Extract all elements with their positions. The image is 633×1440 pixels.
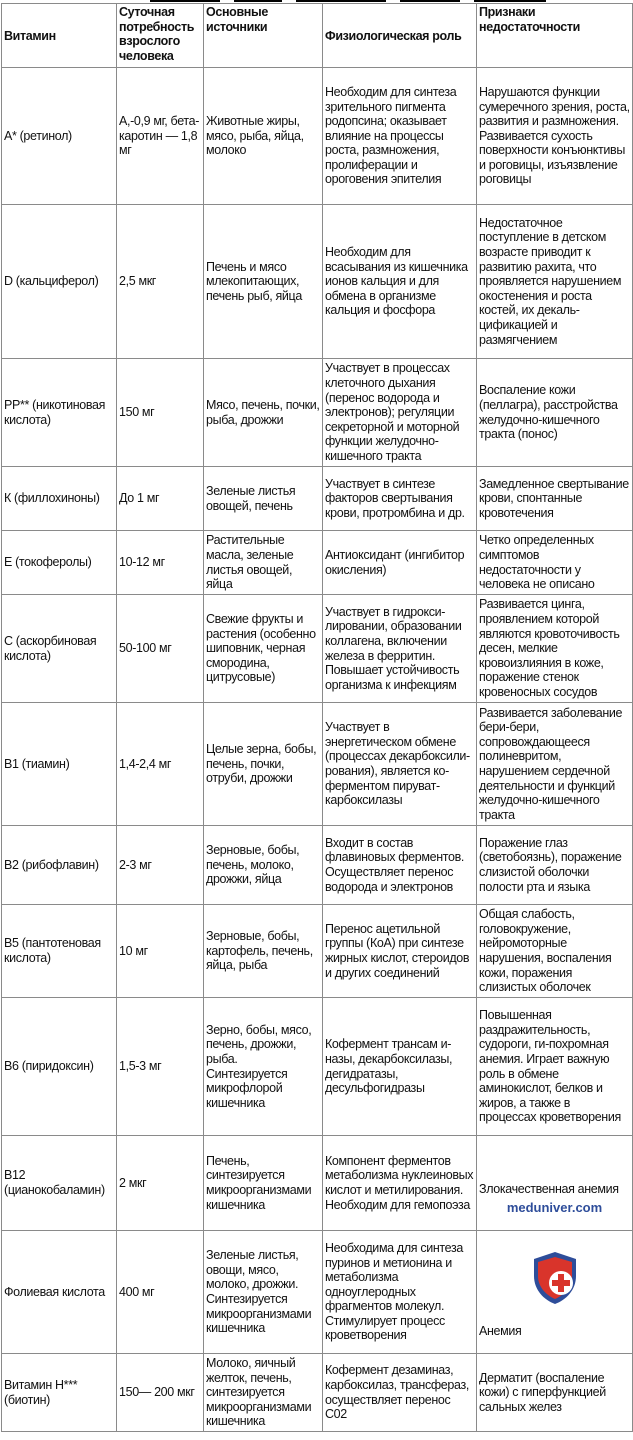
cell-deficiency-text: Злокачественная анемия — [479, 1182, 619, 1197]
cell-vitamin: К (филлохиноны) — [2, 467, 117, 531]
cell-vitamin: В6 (пиридоксин) — [2, 998, 117, 1136]
table-row — [2, 703, 633, 826]
cell-role: Кофермент трансам и-назы, декарбоксилазы, дегидратазы, десульфогидразы — [323, 998, 477, 1136]
cell-deficiency: Повышенная раздражительность, судороги, ги-похромная анемия. Играет важную роль в обмене аминокислот, белков и жиров, а также в процессах кроветворения — [477, 998, 633, 1136]
table-row — [2, 826, 633, 905]
cell-daily: 50-100 мг — [117, 595, 204, 703]
watermark-text: meduniver.com — [506, 1200, 603, 1215]
cell-role: Участвует в синтезе факторов свертывания крови, протромбина и др. — [323, 467, 477, 531]
cell-sources: Зерно, бобы, мясо, печень, дрожжи, рыба. Синтезируется микрофлорой кишечника — [204, 998, 323, 1136]
cell-vitamin: В2 (рибофлавин) — [2, 826, 117, 905]
cell-deficiency: Развивается цинга, проявлением которой являются кровоточивость десен, мелкие кровоизлияния в коже, поражение стенок кровеносных сосудов — [477, 595, 633, 703]
cell-sources: Растительные масла, зеленые листья овощей, яйца — [204, 531, 323, 595]
cell-daily: 10-12 мг — [117, 531, 204, 595]
table-row — [2, 1354, 633, 1432]
cell-sources: Целые зерна, бобы, печень, почки, отруби, дрожжи — [204, 703, 323, 826]
cell-role: Участвует в энергетическом обмене (процессах декарбоксили-рования), является ко-ферментом пируват-карбоксилазы — [323, 703, 477, 826]
cell-vitamin: РР** (никотиновая кислота) — [2, 359, 117, 467]
cell-sources: Печень и мясо млекопитающих, печень рыб, яйца — [204, 205, 323, 359]
cell-sources: Свежие фрукты и растения (особенно шиповник, черная смородина, цитрусовые) — [204, 595, 323, 703]
header-deficiency-signs: Признаки недостаточности — [477, 4, 633, 68]
cell-sources: Животные жиры, мясо, рыба, яйца, молоко — [204, 68, 323, 205]
cell-daily: 1,4-2,4 мг — [117, 703, 204, 826]
cell-deficiency: Нарушаются функции сумеречного зрения, роста, развития и размножения. Развивается сухость поверхности конъюнктивы и роговицы, изъязвление роговицы — [477, 68, 633, 205]
cell-role: Антиоксидант (ингибитор окисления) — [323, 531, 477, 595]
cell-role: Необходим для всасывания из кишечника ионов кальция и для обмена в организме кальция и фосфора — [323, 205, 477, 359]
table-row — [2, 595, 633, 703]
cell-role: Компонент ферментов метаболизма нуклеиновых кислот и метилирования. Необходим для гемопоэза — [323, 1136, 477, 1231]
cell-vitamin: А* (ретинол) — [2, 68, 117, 205]
table-row — [2, 531, 633, 595]
cell-role: Кофермент дезаминаз, карбоксилаз, трансфераз, осуществляет перенос С02 — [323, 1354, 477, 1432]
cell-deficiency: Недостаточное поступление в детском возрасте приводит к развитию рахита, что проявляется нарушением окостенения и роста костей, их декаль-цификацией и размягчением — [477, 205, 633, 359]
cell-role: Необходим для синтеза зрительного пигмента родопсина; оказывает влияние на процессы роста, размножения, пролиферации и ороговения эпителия — [323, 68, 477, 205]
table-row — [2, 467, 633, 531]
header-daily-requirement: Суточная потребность взрослого человека — [117, 4, 204, 68]
cell-sources: Мясо, печень, почки, рыба, дрожжи — [204, 359, 323, 467]
cell-sources: Зеленые листья овощей, печень — [204, 467, 323, 531]
cell-daily: 1,5-3 мг — [117, 998, 204, 1136]
cell-deficiency: Поражение глаз (светобоязнь), поражение слизистой оболочки полости рта и языка — [477, 826, 633, 905]
cell-deficiency: Замедленное свертывание крови, спонтанные кровотечения — [477, 467, 633, 531]
header-vitamin: Витамин — [2, 4, 117, 68]
vitamins-table — [1, 3, 633, 1432]
table-row — [2, 1136, 633, 1231]
header-main-sources: Основные источники — [204, 4, 323, 68]
cell-daily: 2-3 мг — [117, 826, 204, 905]
table-row — [2, 905, 633, 998]
cell-vitamin: С (аскорбиновая кислота) — [2, 595, 117, 703]
cell-daily: 400 мг — [117, 1231, 204, 1354]
table-row — [2, 1231, 633, 1354]
cell-daily: 10 мг — [117, 905, 204, 998]
cell-sources: Зеленые листья, овощи, мясо, молоко, дрожжи. Синтезируется микроорганизмами кишечника — [204, 1231, 323, 1354]
cell-role: Необходима для синтеза пуринов и метионина и метаболизма одноуглеродных фрагментов молекул. Стимулирует процесс кроветворения — [323, 1231, 477, 1354]
cell-vitamin: В5 (пантотеновая кислота) — [2, 905, 117, 998]
cell-sources: Зерновые, бобы, картофель, печень, яйца, рыба — [204, 905, 323, 998]
table-row — [2, 68, 633, 205]
cell-daily: 2 мкг — [117, 1136, 204, 1231]
cell-deficiency-text: Анемия — [479, 1323, 522, 1338]
cell-role: Участвует в процессах клеточного дыхания (перенос водорода и электронов); регуляции секреторной и моторной функции желудочно-кишечного тракта — [323, 359, 477, 467]
table-row — [2, 998, 633, 1136]
cell-deficiency — [477, 1136, 633, 1231]
cell-deficiency: Воспаление кожи (пеллагра), расстройства желудочно-кишечного тракта (понос) — [477, 359, 633, 467]
cell-vitamin: Фолиевая кислота — [2, 1231, 117, 1354]
cell-deficiency: Дерматит (воспаление кожи) с гиперфункцией сальных желез — [477, 1354, 633, 1432]
cell-daily: 150— 200 мкг — [117, 1354, 204, 1432]
cell-role: Участвует в гидрокси-лировании, образовании коллагена, включении железа в ферритин. Повышает устойчивость организма к инфекциям — [323, 595, 477, 703]
cell-vitamin: В12 (цианокобаламин) — [2, 1136, 117, 1231]
table-row — [2, 359, 633, 467]
cell-deficiency — [477, 1231, 633, 1354]
cell-sources: Молоко, яичный желток, печень, синтезируется микроорганизмами кишечника — [204, 1354, 323, 1432]
cell-daily: А,-0,9 мг, бета-каротин — 1,8 мг — [117, 68, 204, 205]
cell-role: Перенос ацетильной группы (КоА) при синтезе жирных кислот, стероидов и других соединений — [323, 905, 477, 998]
cell-role: Входит в состав флавиновых ферментов. Осуществляет перенос водорода и электронов — [323, 826, 477, 905]
cell-daily: До 1 мг — [117, 467, 204, 531]
cell-sources: Зерновые, бобы, печень, молоко, дрожжи, яйца — [204, 826, 323, 905]
cell-deficiency: Развивается заболевание бери-бери, сопровождающееся полиневритом, нарушением сердечной деятельности и функций желудочно-кишечного тракта — [477, 703, 633, 826]
cell-daily: 2,5 мкг — [117, 205, 204, 359]
cell-vitamin: В1 (тиамин) — [2, 703, 117, 826]
table-row — [2, 205, 633, 359]
cell-sources: Печень, синтезируется микроорганизмами кишечника — [204, 1136, 323, 1231]
cell-deficiency: Четко определенных симптомов недостаточности у человека не описано — [477, 531, 633, 595]
cell-daily: 150 мг — [117, 359, 204, 467]
table-header-row — [2, 4, 633, 68]
cell-vitamin: D (кальциферол) — [2, 205, 117, 359]
cell-deficiency: Общая слабость, головокружение, нейромоторные нарушения, воспаления кожи, поражения слизистых оболочек — [477, 905, 633, 998]
cell-vitamin: Е (токоферолы) — [2, 531, 117, 595]
cell-vitamin: Витамин Н*** (биотин) — [2, 1354, 117, 1432]
watermark-logo — [479, 1201, 630, 1216]
header-physiological-role: Физиологическая роль — [323, 4, 477, 68]
medical-shield-icon — [530, 1250, 580, 1306]
